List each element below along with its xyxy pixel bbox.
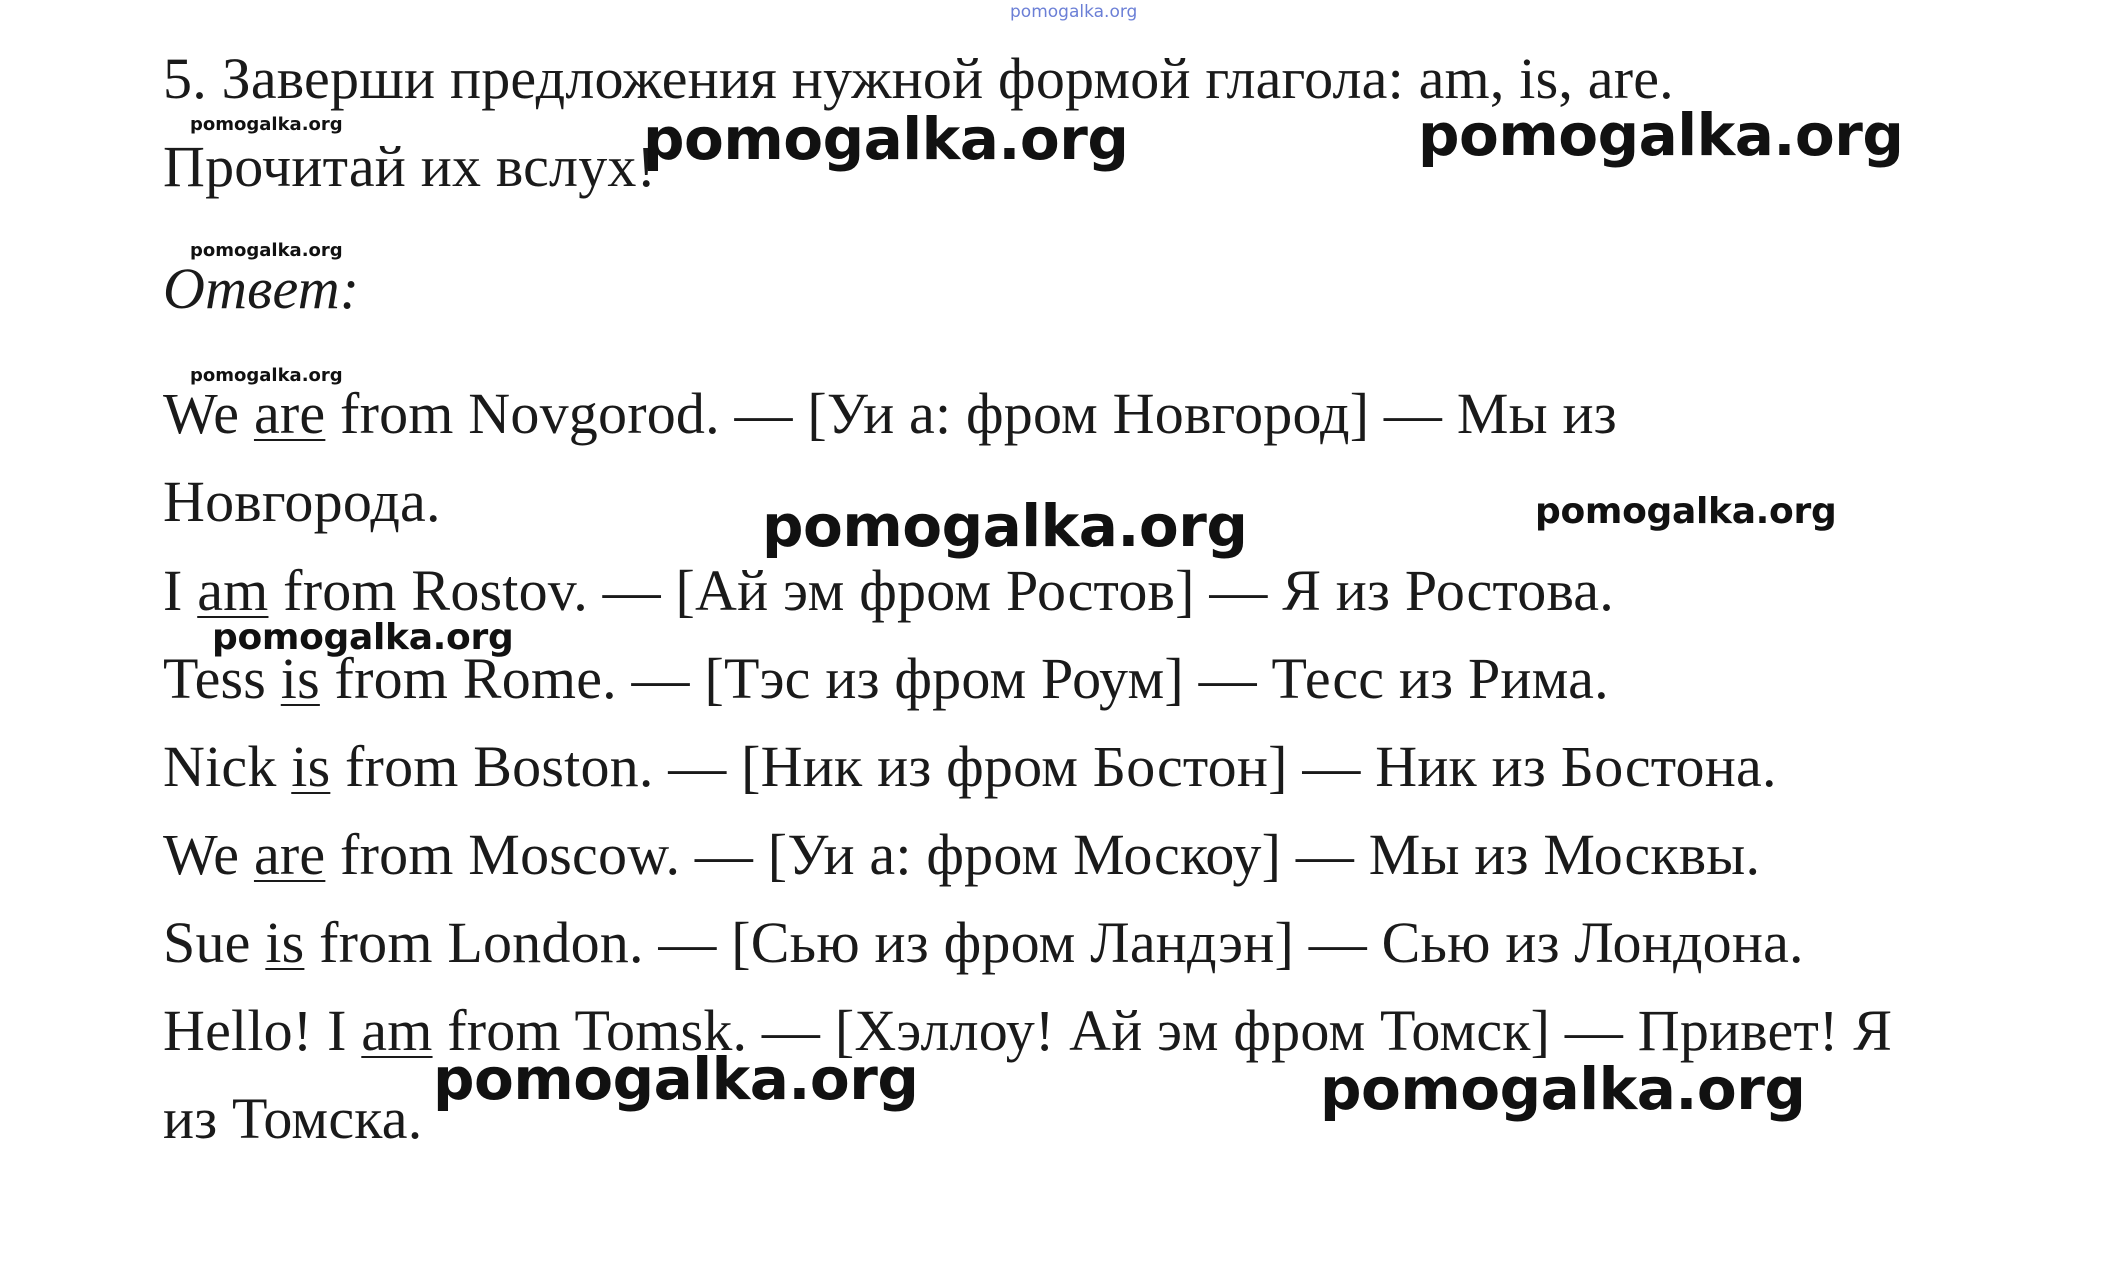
sentence-line: We are from Novgorod. — [Уи а: фром Новгород] — Мы из	[163, 381, 1617, 446]
watermark: pomogalka.org	[1418, 101, 1904, 169]
task-line-2: Прочитай их вслух!	[163, 134, 657, 199]
verb-am: am	[361, 998, 433, 1063]
sentence-line: Новгорода.	[163, 469, 441, 534]
watermark: pomogalka.org	[212, 617, 514, 658]
watermark: pomogalka.org	[190, 114, 343, 135]
sentence-line: Tess is from Rome. — [Тэс из фром Роум] — Тесс из Рима.	[163, 646, 1609, 711]
answer-label: Ответ:	[163, 256, 360, 321]
watermark: pomogalka.org	[762, 492, 1248, 560]
sentence-line: Nick is from Boston. — [Ник из фром Бостон] — Ник из Бостона.	[163, 734, 1777, 799]
verb-am: am	[197, 558, 269, 623]
verb-is: is	[291, 734, 331, 799]
watermark: pomogalka.org	[1535, 491, 1837, 532]
sentence-line: We are from Moscow. — [Уи а: фром Москоу] — Мы из Москвы.	[163, 822, 1761, 887]
sentence-line: из Томска.	[163, 1086, 423, 1151]
verb-is: is	[265, 910, 305, 975]
sentence-line: I am from Rostov. — [Ай эм фром Ростов] — Я из Ростова.	[163, 558, 1614, 623]
watermark: pomogalka.org	[190, 365, 343, 386]
watermark: pomogalka.org	[1320, 1055, 1806, 1123]
header-watermark: pomogalka.org	[1010, 2, 1138, 22]
verb-are: are	[253, 381, 326, 446]
verb-is: is	[280, 646, 320, 711]
watermark: pomogalka.org	[433, 1045, 919, 1113]
sentence-line: Sue is from London. — [Сью из фром Ландэн] — Сью из Лондона.	[163, 910, 1804, 975]
watermark: pomogalka.org	[190, 240, 343, 261]
task-line-1: 5. Заверши предложения нужной формой глагола: am, is, are.	[163, 46, 1674, 111]
sentence-line: Hello! I am from Tomsk. — [Хэллоу! Ай эм фром Томск] — Привет! Я	[163, 998, 1893, 1063]
watermark: pomogalka.org	[643, 105, 1129, 173]
verb-are: are	[253, 822, 326, 887]
